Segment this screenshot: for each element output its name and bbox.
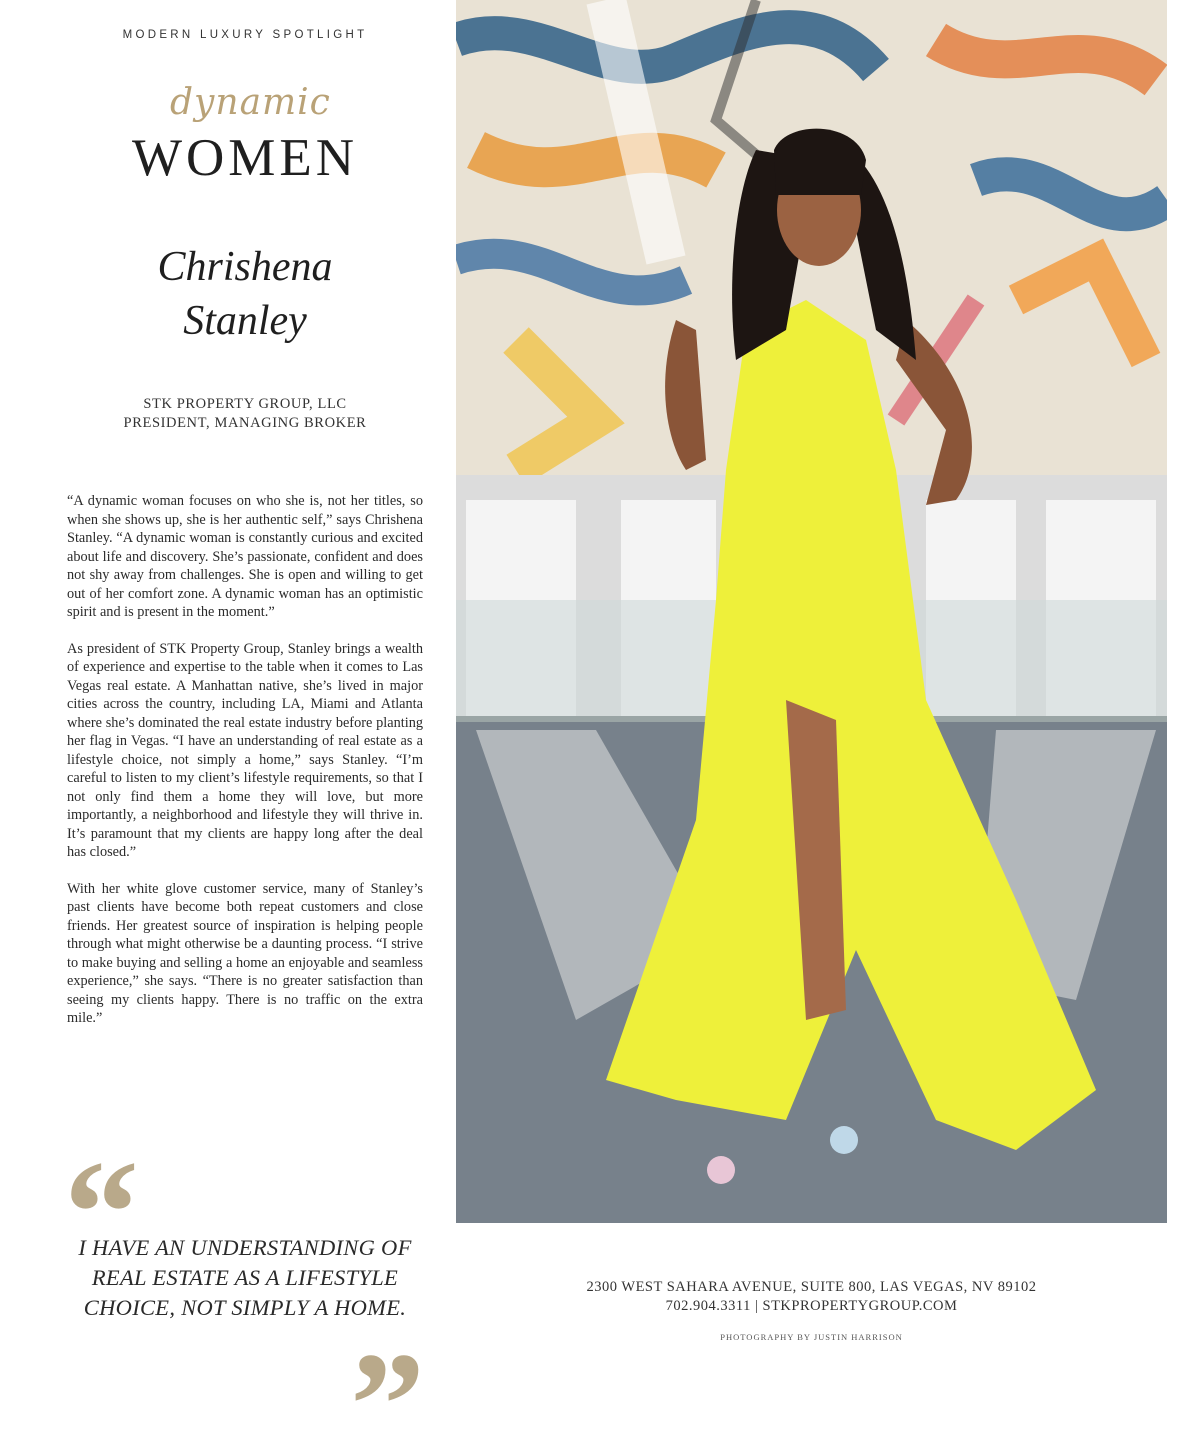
article-paragraph: With her white glove customer service, many of Stanley’s past clients have become both repeat customers and close friends. Her greatest source of inspiration is helping people through what might otherwise be a daunting process. “I strive to make buying and selling a home an enjoyable and seamless experience,” she says. “There is no greater satisfaction than seeing my clients happy. There is no traffic on the extra mile.”: [67, 880, 423, 1026]
job-title: PRESIDENT, MANAGING BROKER: [123, 414, 367, 431]
open-quote-icon: “: [64, 1130, 139, 1296]
logo-main-word: WOMEN: [131, 129, 359, 187]
phone-website: 702.904.3311 | STKPROPERTYGROUP.COM: [665, 1298, 958, 1314]
profile-first-name: Chrishena: [157, 244, 333, 290]
close-quote-icon: ”: [350, 1322, 425, 1433]
company-block: [62, 395, 428, 432]
article-paragraph: “A dynamic woman focuses on who she is, not her titles, so when she shows up, she is her authentic self,” says Chrishena Stanley. “A dynamic woman is constantly curious and excited about life and discovery. She’s passionate, confident and does not shy away from challenges. She is open and willing to get out of her comfort zone. A dynamic woman has an optimistic spirit and is present in the moment.”: [67, 493, 423, 620]
section-kicker: MODERN LUXURY SPOTLIGHT: [122, 29, 368, 41]
profile-last-name: Stanley: [183, 298, 307, 344]
company-name: STK PROPERTY GROUP, LLC: [143, 396, 347, 412]
portrait-photo: [456, 0, 1167, 1223]
pull-quote: I HAVE AN UNDERSTANDING OF REAL ESTATE AS A LIFESTYLE CHOICE, NOT SIMPLY A HOME.: [78, 1235, 412, 1320]
contact-block: [456, 1278, 1167, 1316]
office-address: 2300 WEST SAHARA AVENUE, SUITE 800, LAS VEGAS, NV 89102: [586, 1279, 1037, 1295]
article-body: [67, 492, 423, 1046]
article-paragraph: As president of STK Property Group, Stanley brings a wealth of experience and expertise to the table when it comes to Las Vegas real estate. A Manhattan native, she’s lived in major cities across the country, including LA, Miami and Atlanta where she’s dominated the real estate industry before planting her flag in Vegas. “I have an understanding of real estate as a lifestyle choice, not simply a home,” says Stanley. “I’m careful to listen to my client’s lifestyle requirements, so that I not only find them a home they will love, but more importantly, a neighborhood and lifestyle they will thrive in. It’s paramount that my clients are happy long after the deal has closed.”: [67, 640, 423, 860]
dynamic-women-logo: [100, 80, 390, 195]
photo-credit: PHOTOGRAPHY BY JUSTIN HARRISON: [720, 1332, 903, 1342]
profile-name: [62, 240, 428, 348]
logo-script-word: dynamic: [170, 82, 331, 123]
